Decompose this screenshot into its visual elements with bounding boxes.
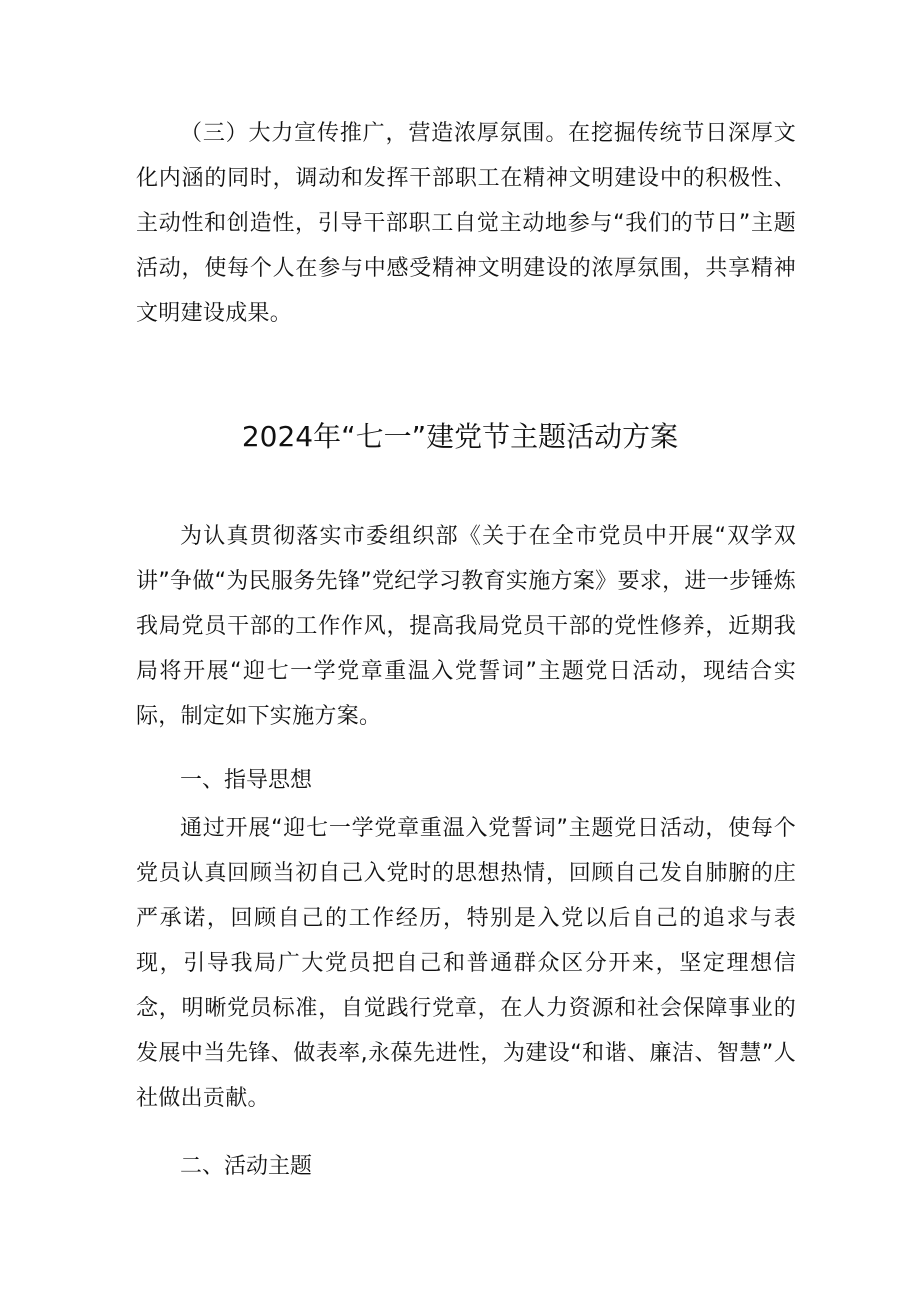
paragraph-promotion: （三）大力宣传推广，营造浓厚氛围。在挖掘传统节日深厚文化内涵的同时，调动和发挥干部职工在精神文明建设中的积极性、主动性和创造性，引导干部职工自觉主动地参与“我们的节日”主题活动，使每个人在参与中感受精神文明建设的浓厚氛围，共享精神文明建设成果。 — [136, 121, 796, 326]
paragraph-introduction: 为认真贯彻落实市委组织部《关于在全市党员中开展“双学双讲”争做“为民服务先锋”党纪学习教育实施方案》要求，进一步锤炼我局党员干部的工作作风，提高我局党员干部的党性修养，近期我局将开展“迎七一学党章重温入党誓词”主题党日活动，现结合实际，制定如下实施方案。 — [136, 524, 796, 729]
paragraph-guiding-ideology: 通过开展“迎七一学党章重温入党誓词”主题党日活动，使每个党员认真回顾当初自己入党时的思想热情，回顾自己发自肺腑的庄严承诺，回顾自己的工作经历，特别是入党以后自己的追求与表现，引导我局广大党员把自己和普通群众区分开来，坚定理想信念，明晰党员标准，自觉践行党章，在人力资源和社会保障事业的发展中当先锋、做表率,永葆先进性，为建设“和谐、廉洁、智慧”人社做出贡献。 — [136, 816, 796, 1111]
document-title: 2024年“七一”建党节主题活动方案 — [241, 420, 679, 453]
section-heading-activity-theme: 二、活动主题 — [180, 1154, 313, 1179]
section-heading-guiding-ideology: 一、指导思想 — [180, 768, 313, 793]
